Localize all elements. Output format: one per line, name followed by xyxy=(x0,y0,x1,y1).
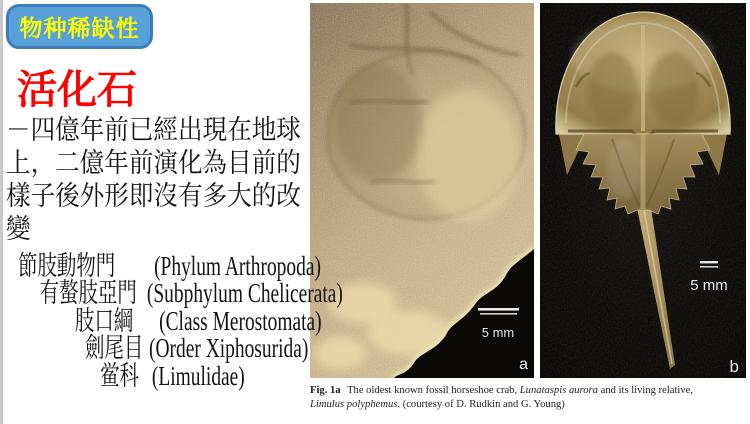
slide-title: 活化石 xyxy=(17,67,137,112)
panel-letter-b: b xyxy=(729,357,739,376)
paragraph-line: 變 xyxy=(6,214,31,244)
paragraph-line: －四億年前已經出現在地球 xyxy=(6,115,301,145)
caption-text: and its living relative, xyxy=(597,385,694,396)
taxonomy-zh: 肢口綱 xyxy=(74,305,134,336)
topic-badge-label: 物种稀缺性 xyxy=(19,15,140,41)
figure-panel-b xyxy=(540,3,746,378)
taxonomy-row-phylum xyxy=(18,253,343,280)
caption-fig-label: Fig. 1a xyxy=(310,385,341,396)
taxonomy-zh: 鲎科 xyxy=(100,360,139,391)
species-name-fossil: Lunataspis aurora xyxy=(519,385,598,396)
taxonomy-en: (Class Merostomata) xyxy=(159,305,322,336)
horseshoe-crab-photo xyxy=(540,3,746,378)
caption-text: . (courtesy of D. Rudkin and G. Young) xyxy=(397,399,565,410)
caption-line-2 xyxy=(310,398,748,412)
scale-label-a: 5 mm xyxy=(481,325,515,340)
taxonomy-list xyxy=(0,253,343,390)
taxonomy-zh: 有螯肢亞門 xyxy=(39,278,137,309)
fossil-photo xyxy=(310,3,534,378)
species-name-living: Limulus polyphemus xyxy=(310,399,398,410)
topic-badge xyxy=(6,4,153,49)
taxonomy-row-class xyxy=(74,305,343,336)
scale-label-b: 5 mm xyxy=(690,277,728,294)
taxonomy-en: (Limulidae) xyxy=(151,360,245,391)
figure-caption xyxy=(310,384,748,412)
paragraph-line: 樣子後外形即沒有多大的改 xyxy=(6,181,301,211)
taxonomy-zh: 劍尾目 xyxy=(84,333,144,364)
panel-letter-a: a xyxy=(519,356,528,373)
taxonomy-row-order xyxy=(85,335,343,362)
taxonomy-row-subphylum xyxy=(40,280,343,307)
fossil-impression xyxy=(327,51,525,221)
paragraph-line: 上，二億年前演化為目前的 xyxy=(6,148,301,178)
taxonomy-en: (Phylum Arthropoda) xyxy=(154,251,321,281)
taxonomy-zh: 節肢動物門 xyxy=(18,251,116,281)
caption-text: The oldest known fossil horseshoe crab, xyxy=(344,385,520,396)
figure-panel-a xyxy=(310,3,534,378)
taxonomy-en: (Order Xiphosurida) xyxy=(149,333,309,364)
caption-line-1 xyxy=(310,384,748,398)
body-paragraph xyxy=(6,114,301,246)
taxonomy-en: (Subphylum Chelicerata) xyxy=(146,278,343,309)
